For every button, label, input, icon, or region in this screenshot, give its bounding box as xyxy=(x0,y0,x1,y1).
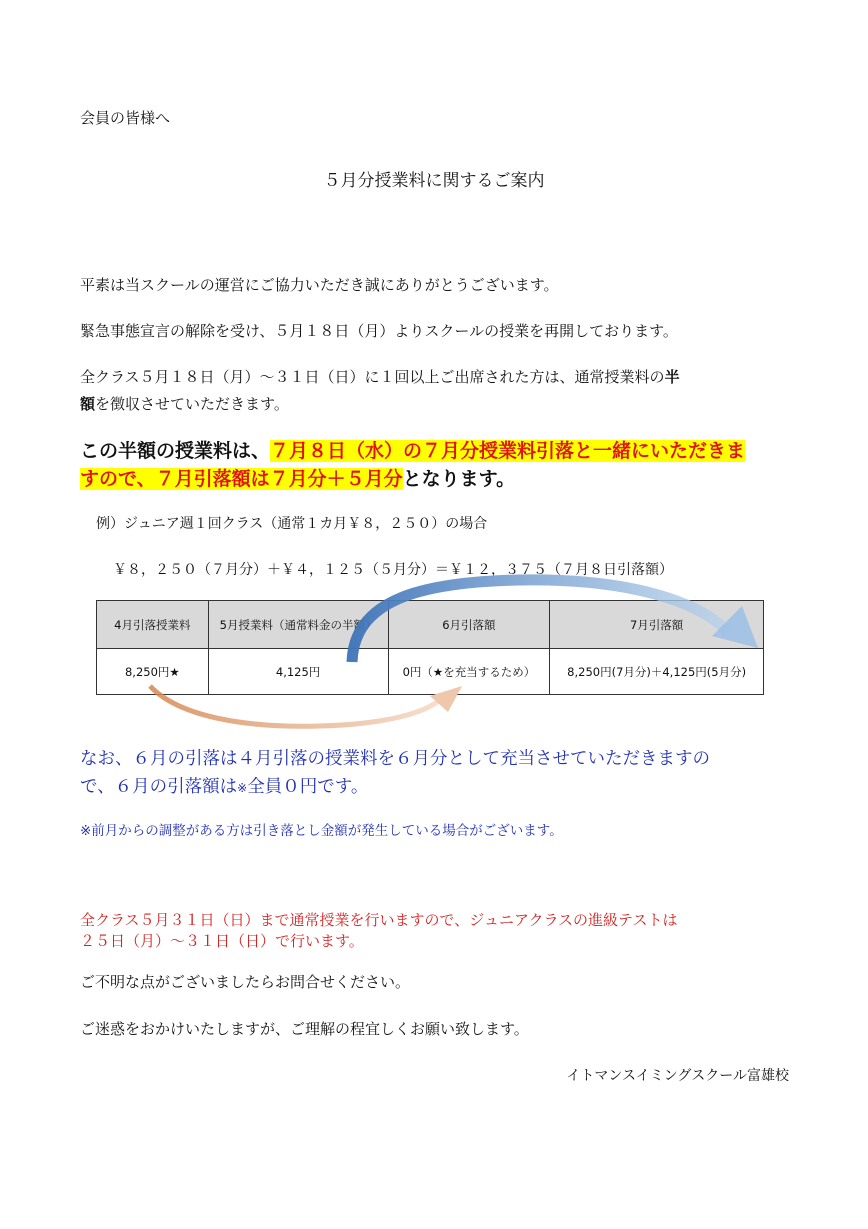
header-april: 4月引落授業料 xyxy=(97,601,209,649)
value-april: 8,250円★ xyxy=(97,649,209,695)
highlight-line1 xyxy=(80,436,745,466)
half-fee-emphasis: 半 xyxy=(664,368,680,386)
highlight-line2 xyxy=(80,464,515,494)
highlight-tail: となります。 xyxy=(402,468,516,490)
header-may: 5月授業料（通常料金の半額） xyxy=(208,601,388,649)
apology-text: ご迷惑をおかけいたしますが、ご理解の程宜しくお願い致します。 xyxy=(80,1020,529,1038)
highlight-lead: この半額の授業料は、 xyxy=(80,440,271,462)
greeting-paragraph: 平素は当スクールの運営にご協力いただき誠にありがとうございます。 xyxy=(80,276,559,294)
value-july: 8,250円(7月分)＋4,125円(5月分) xyxy=(550,649,764,695)
header-june: 6月引落額 xyxy=(388,601,550,649)
half-fee-text: 全クラス５月１８日（月）～３１日（日）に１回以上ご出席された方は、通常授業料の xyxy=(80,368,665,386)
value-june: 0円（★を充当するため） xyxy=(388,649,550,695)
half-fee-paragraph-line1 xyxy=(80,366,680,388)
half-fee-text-2: を徴収させていただきます。 xyxy=(95,395,289,413)
june-note-mark: ※ xyxy=(237,781,248,795)
fee-table xyxy=(96,600,764,695)
example-formula: ￥８，２５０（７月分）＋￥４，１２５（５月分）＝￥１２，３７５（７月８日引落額） xyxy=(113,562,673,578)
highlight-marked-2: すので、７月引落額は７月分＋５月分 xyxy=(80,468,403,490)
fee-table-header-row xyxy=(97,601,764,649)
value-may: 4,125円 xyxy=(208,649,388,695)
half-fee-paragraph-line2 xyxy=(80,393,289,415)
june-note-text: で、６月の引落額は xyxy=(80,777,238,797)
page-title: ５月分授業料に関するご案内 xyxy=(323,171,545,191)
resumption-paragraph: 緊急事態宣言の解除を受け、５月１８日（月）よりスクールの授業を再開しております。 xyxy=(80,322,678,340)
signature: イトマンスイミングスクール富雄校 xyxy=(566,1068,789,1084)
fee-table-value-row xyxy=(97,649,764,695)
half-fee-emphasis-2: 額 xyxy=(80,395,96,413)
example-label: 例）ジュニア週１回クラス（通常１カ月￥８，２５０）の場合 xyxy=(96,516,488,532)
footnote: ※前月からの調整がある方は引き落とし金額が発生している場合がございます。 xyxy=(80,823,563,839)
salutation: 会員の皆様へ xyxy=(80,109,171,127)
june-note-text-2: 全員０円です。 xyxy=(247,777,369,797)
june-note-line2 xyxy=(80,773,368,802)
test-notice-line2: ２５日（月）～３１日（日）で行います。 xyxy=(80,932,364,950)
test-notice-line1: 全クラス５月３１日（日）まで通常授業を行いますので、ジュニアクラスの進級テストは xyxy=(80,911,678,929)
june-note-line1: なお、６月の引落は４月引落の授業料を６月分として充当させていただきますの xyxy=(80,749,710,769)
header-july: 7月引落額 xyxy=(550,601,764,649)
highlight-marked-1: ７月８日（水）の７月分授業料引落と一緒にいただきま xyxy=(270,440,746,462)
inquiry-text: ご不明な点がございましたらお問合せください。 xyxy=(80,973,411,991)
